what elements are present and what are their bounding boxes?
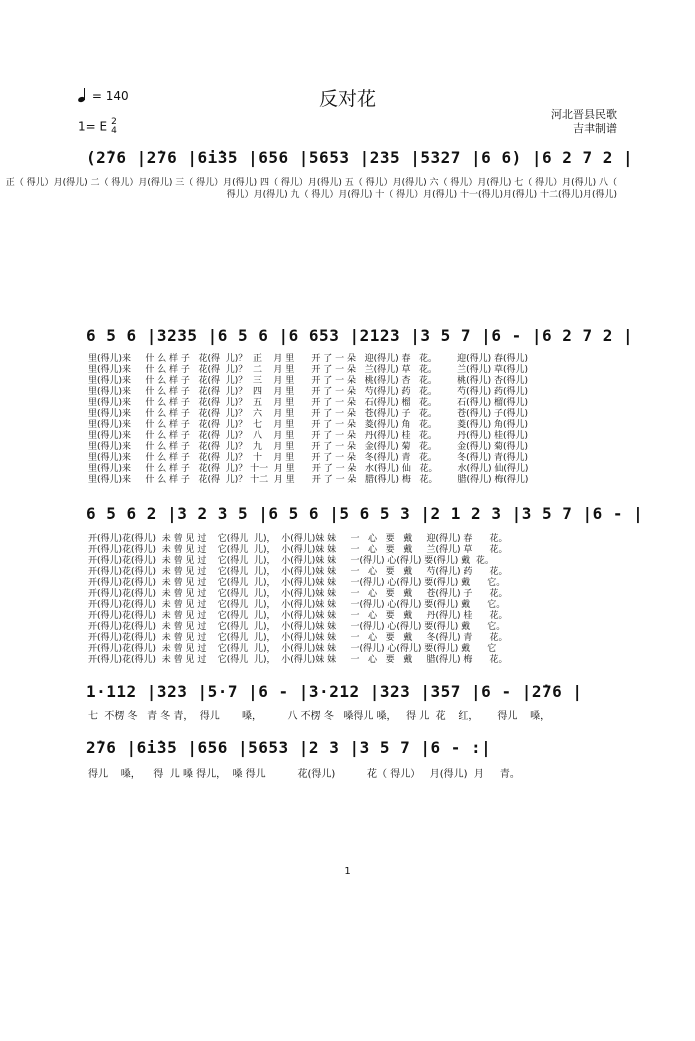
- page-number: 1: [344, 866, 351, 877]
- lyrics-verse-3: 七 不楞 冬 青 冬 青， 得儿 嗓， 八 不楞 冬 嗓得儿 嗓， 得 儿 花 红， 得儿 嗓，: [88, 711, 551, 722]
- staff-line-5: 2̇76 |6i̇35 |656 |5653 |2 3 |3 5 7 |6 - :|: [86, 738, 492, 757]
- arranger-label: 吉聿制谱: [573, 122, 617, 135]
- time-bottom: 4: [111, 126, 117, 136]
- time-top: 2: [111, 117, 117, 127]
- page-title: 反对花: [318, 88, 376, 110]
- lyrics-verse-4: 得儿 嗓， 得 儿 嗓 得儿， 嗓 得儿 花(得儿) 花（ 得儿） 月(得儿) 月 青。: [88, 769, 520, 780]
- staff-line-1: (2̇76 |2̇76 |6i̇35 |656 |5653 |235 |5327 |6 6) |6 2 7 2 |: [86, 148, 634, 167]
- staff-line-2: 6 5 6 |3235 |6 5 6 |6 653 |2123 |3 5 7 |6 - |6 2 7 2 |: [86, 326, 634, 345]
- tempo-value: = 140: [91, 89, 129, 103]
- key-signature: [78, 118, 117, 136]
- lyrics-verse-1: 里(得儿)来 什 么 样 子 花(得 儿)？ 正 月 里 开 了 一 朵 迎(得儿) 春 花。 迎(得儿) 春(得儿) 里(得儿)来 什 么 样 子 花(得 儿)？ 二 月 里 开 了 一 朵 兰(得儿) 草 花。 兰(得儿) 草(得儿) 里(得儿)来 什 么 样 子 花(得 儿)？ 三 月 里 开 了 一 朵 桃(得儿) 杏 花。 桃(得儿) 杏(得儿) 里(得儿)来 什 么 样 子 花(得 儿)？ 四 月 里 开 了 一 朵 芍(得儿) 药 花。 芍(得儿) 药(得儿) 里(得儿)来 什 么 样 子 花(得 儿)？ 五 月 里 开 了 一 朵 石(得儿) 榴 花。 石(得儿) 榴(得儿) 里(得儿)来 什 么 样 子 花(得 儿)？ 六 月 里 开 了 一 朵 苍(得儿) 子 花。 苍(得儿) 子(得儿) 里(得儿)来 什 么 样 子 花(得 儿)？ 七 月 里 开 了 一 朵 菱(得儿) 角 花。 菱(得儿) 角(得儿) 里(得儿)来 什 么 样 子 花(得 儿)？ 八 月 里 开 了 一 朵 丹(得儿) 桂 花。 丹(得儿) 桂(得儿) 里(得儿)来 什 么 样 子 花(得 儿)？ 九 月 里 开 了 一 朵 金(得儿) 菊 花。 金(得儿) 菊(得儿) 里(得儿)来 什 么 样 子 花(得 儿)？ 十 月 里 开 了 一 朵 冬(得儿) 青 花。 冬(得儿) 青(得儿) 里(得儿)来 什 么 样 子 花(得 儿)？ 十一 月 里 开 了 一 朵 水(得儿) 仙 花。 水(得儿) 仙(得儿) 里(得儿)来 什 么 样 子 花(得 儿)？ 十二 月 里 开 了 一 朵 腊(得儿) 梅 花。 腊(得儿) 梅(得儿): [88, 354, 529, 485]
- lyrics-verse-2: 开(得儿)花(得儿) 未 曾 见 过 它(得儿 儿)， 小(得儿)妹 妹 一 心 要 戴 迎(得儿) 春 花。 开(得儿)花(得儿) 未 曾 见 过 它(得儿 儿)， 小(得儿)妹 妹 一 心 要 戴 兰(得儿) 草 花。 开(得儿)花(得儿) 未 曾 见 过 它(得儿 儿)， 小(得儿)妹 妹 一(得儿) 心(得儿) 要(得儿) 戴 花。 开(得儿)花(得儿) 未 曾 见 过 它(得儿 儿)， 小(得儿)妹 妹 一 心 要 戴 芍(得儿) 药 花。 开(得儿)花(得儿) 未 曾 见 过 它(得儿 儿)， 小(得儿)妹 妹 一(得儿) 心(得儿) 要(得儿) 戴 它。 开(得儿)花(得儿) 未 曾 见 过 它(得儿 儿)， 小(得儿)妹 妹 一 心 要 戴 苍(得儿) 子 花。 开(得儿)花(得儿) 未 曾 见 过 它(得儿 儿)， 小(得儿)妹 妹 一(得儿) 心(得儿) 要(得儿) 戴 它。 开(得儿)花(得儿) 未 曾 见 过 它(得儿 儿)， 小(得儿)妹 妹 一 心 要 戴 丹(得儿) 桂 花。 开(得儿)花(得儿) 未 曾 见 过 它(得儿 儿)， 小(得儿)妹 妹 一(得儿) 心(得儿) 要(得儿) 戴 它。 开(得儿)花(得儿) 未 曾 见 过 它(得儿 儿)， 小(得儿)妹 妹 一 心 要 戴 冬(得儿) 青 花。 开(得儿)花(得儿) 未 曾 见 过 它(得儿 儿)， 小(得儿)妹 妹 一(得儿) 心(得儿) 要(得儿) 戴 它 开(得儿)花(得儿) 未 曾 见 过 它(得儿 儿)， 小(得儿)妹 妹 一 心 要 戴 腊(得儿) 梅 花。: [88, 534, 508, 665]
- time-signature: [111, 118, 117, 136]
- key-label: 1= E: [78, 119, 108, 134]
- credits: [551, 108, 617, 136]
- staff-line-4: 1·112 |323 |5·7 |6 - |3·212 |323 |357 |6 - |2̇76 |: [86, 682, 583, 701]
- region-label: 河北晋县民歌: [551, 108, 617, 121]
- month-names-list: 正（ 得儿）月(得儿) 二（ 得儿）月(得儿) 三（ 得儿）月(得儿) 四（ 得儿）月(得儿) 五（ 得儿）月(得儿) 六（ 得儿）月(得儿) 七（ 得儿）月(得儿) 八（ 得儿）月(得儿) 九（ 得儿）月(得儿) 十（ 得儿）月(得儿) 十一(得儿)月(得儿) 十二(得儿)月(得儿): [5, 178, 617, 200]
- staff-line-3: 6 5 6 2 |3 2 3 5 |6 5 6 |5 6 5 3 |2 1 2 3 |3 5 7 |6 - |: [86, 504, 644, 523]
